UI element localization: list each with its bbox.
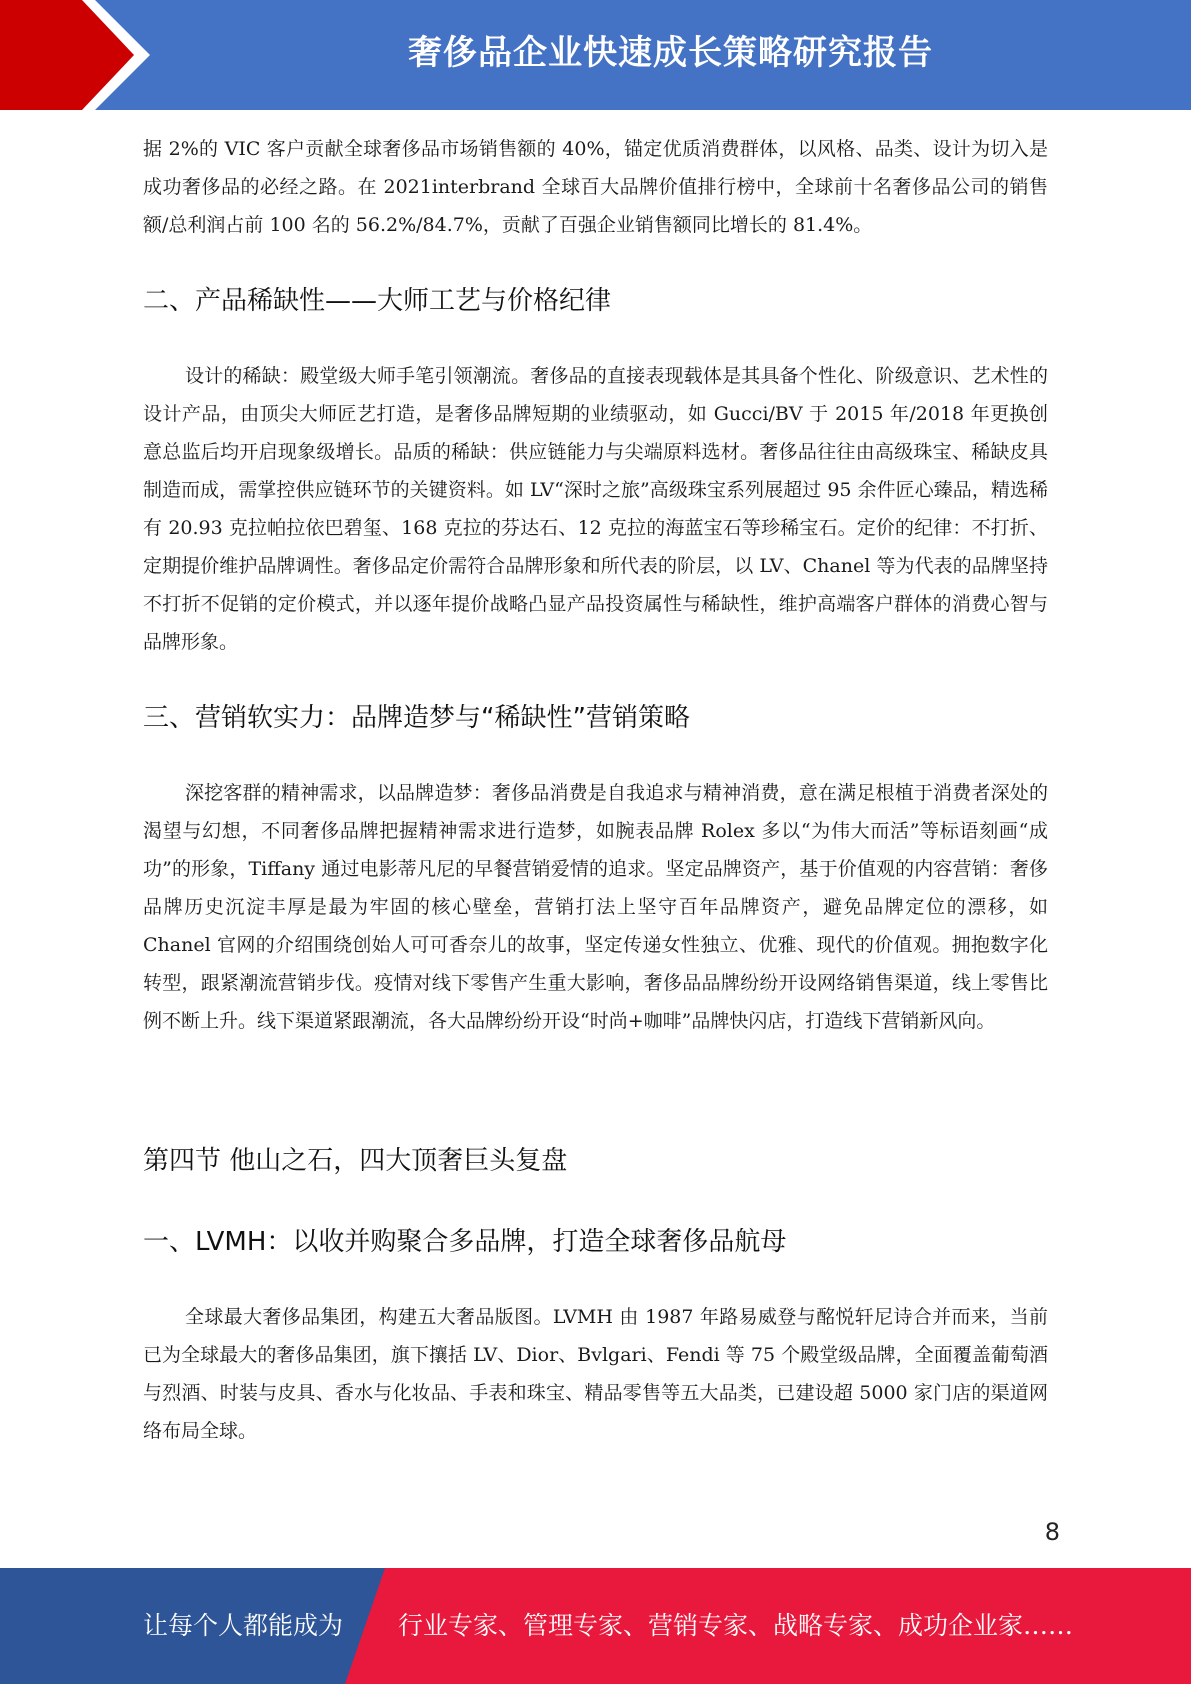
section-paragraph-marketing: 深挖客群的精神需求，以品牌造梦：奢侈品消费是自我追求与精神消费，意在满足根植于消费者深处的渴望与幻想，不同奢侈品牌把握精神需求进行造梦，如腕表品牌 Rolex 多以“为伟大而活”等标语刻画“成功”的形象，Tiffany 通过电影蒂凡尼的早餐营销爱情的追求。坚定品牌资产，基于价值观的内容营销：奢侈品牌历史沉淀丰厚是最为牢固的核心壁垒，营销打法上坚守百年品牌资产，避免品牌定位的漂移，如 Chanel 官网的介绍围绕创始人可可香奈儿的故事，坚定传递女性独立、优雅、现代的价值观。拥抱数字化转型，跟紧潮流营销步伐。疫情对线下零售产生重大影响，奢侈品品牌纷纷开设网络销售渠道，线上零售比例不断上升。线下渠道紧跟潮流，各大品牌纷纷开设“时尚+咖啡”品牌快闪店，打造线下营销新风向。 [143,782,1048,1032]
section-heading-product-scarcity: 二、产品稀缺性——大师工艺与价格纪律 [143,286,612,316]
intro-paragraph: 据 2%的 VIC 客户贡献全球奢侈品市场销售额的 40%，锚定优质消费群体，以风格、品类、设计为切入是成功奢侈品的必经之路。在 2021interbrand 全球百大品牌价值排行榜中，全球前十名奢侈品公司的销售额/总利润占前 100 名的 56.2%/84.7%，贡献了百强企业销售额同比增长的 81.4%。 [143,138,1048,236]
footer-slogan-left: 让每个人都能成为 [143,1611,344,1640]
footer-banner [0,1568,1191,1684]
footer-slogan-right: 行业专家、管理专家、营销专家、战略专家、成功企业家…… [398,1611,1074,1640]
header-arrow-decoration [0,0,150,110]
report-title: 奢侈品企业快速成长策略研究报告 [408,33,933,73]
page-number: 8 [1044,1518,1060,1546]
section-paragraph-lvmh: 全球最大奢侈品集团，构建五大奢品版图。LVMH 由 1987 年路易威登与酩悦轩尼诗合并而来，当前已为全球最大的奢侈品集团，旗下攘括 LV、Dior、Bvlgari、Fendi 等 75 个殿堂级品牌，全面覆盖葡萄酒与烈酒、时装与皮具、香水与化妆品、手表和珠宝、精品零售等五大品类，已建设超 5000 家门店的渠道网络布局全球。 [143,1306,1048,1442]
section-paragraph-product-scarcity: 设计的稀缺：殿堂级大师手笔引领潮流。奢侈品的直接表现载体是其具备个性化、阶级意识、艺术性的设计产品，由顶尖大师匠艺打造，是奢侈品牌短期的业绩驱动，如 Gucci/BV 于 2015 年/2018 年更换创意总监后均开启现象级增长。品质的稀缺：供应链能力与尖端原料选材。奢侈品往往由高级珠宝、稀缺皮具制造而成，需掌控供应链环节的关键资料。如 LV“深时之旅”高级珠宝系列展超过 95 余件匠心臻品，精选稀有 20.93 克拉帕拉依巴碧玺、168 克拉的芬达石、12 克拉的海蓝宝石等珍稀宝石。定价的纪律：不打折、定期提价维护品牌调性。奢侈品定价需符合品牌形象和所代表的阶层，以 LV、Chanel 等为代表的品牌坚持不打折不促销的定价模式，并以逐年提价战略凸显产品投资属性与稀缺性，维护高端客户群体的消费心智与品牌形象。 [143,365,1048,653]
chapter-heading-section-four: 第四节 他山之石，四大顶奢巨头复盘 [143,1146,568,1176]
header-banner [0,0,1191,110]
section-heading-marketing: 三、营销软实力：品牌造梦与“稀缺性”营销策略 [143,703,690,733]
document-body [143,130,1048,1450]
section-heading-lvmh: 一、LVMH：以收并购聚合多品牌，打造全球奢侈品航母 [143,1227,787,1257]
